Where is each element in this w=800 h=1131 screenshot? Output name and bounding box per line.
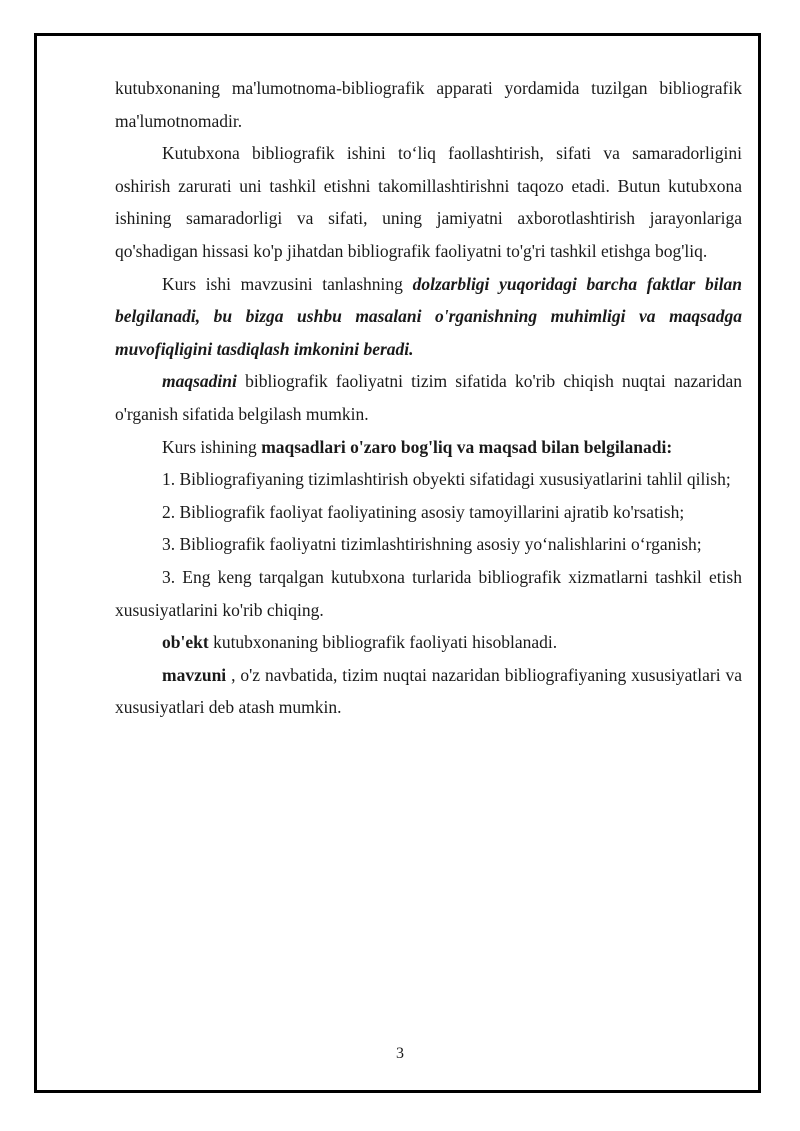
paragraph-6-rest: kutubxonaning bibliografik faoliyati hisoblanadi. (208, 632, 558, 653)
paragraph-6-bold: ob'ekt (162, 632, 209, 653)
paragraph-6 (115, 626, 742, 659)
paragraph-5 (115, 431, 742, 464)
paragraph-5-bold: maqsadlari o'zaro bog'liq va maqsad bilan belgilanadi: (261, 436, 673, 457)
paragraph-2: Kutubxona bibliografik ishini to‘liq faollashtirish, sifati va samaradorligini oshirish zarurati uni tashkil etishni takomillashtirishni taqozo etadi. Butun kutubxona ishining samaradorligi va sifati, uning jamiyatni axborotlashtirish jarayonlariga qo'shadigan hissasi ko'p jihatdan bibliografik faoliyatni to'g'ri tashkil etishga bog'liq. (115, 143, 742, 261)
paragraph-7-rest: , o'z navbatida, tizim nuqtai nazaridan bibliografiyaning xususiyatlari va xususiyatlari deb atash mumkin. (115, 664, 742, 718)
paragraph-4-emphasis: maqsadini (162, 371, 237, 392)
list-item: 3. Eng keng tarqalgan kutubxona turlarida bibliografik xizmatlarni tashkil etish xususiyatlarini ko'rib chiqing. (115, 566, 742, 620)
paragraph-3 (115, 268, 742, 366)
paragraph-3-emphasis: dolzarbligi yuqoridagi barcha faktlar bilan belgilanadi, bu bizga ushbu masalani o'rganishning muhimligi va maqsadga muvofiqligini tasdiqlash imkonini beradi. (115, 273, 742, 359)
document-body (115, 72, 742, 724)
paragraph-4-rest: bibliografik faoliyatni tizim sifatida ko'rib chiqish nuqtai nazaridan o'rganish sifatida belgilash mumkin. (115, 371, 742, 424)
paragraph-7-bold: mavzuni (162, 664, 227, 685)
list-item: 2. Bibliografik faoliyat faoliyatining asosiy tamoyillarini ajratib ko'rsatish; (162, 501, 685, 522)
list-item: 3. Bibliografik faoliyatni tizimlashtirishning asosiy yo‘nalishlarini o‘rganish; (162, 534, 702, 555)
list-item: 1. Bibliografiyaning tizimlashtirish obyekti sifatidagi xususiyatlarini tahlil qilish; (162, 469, 731, 490)
page-number: 3 (396, 1045, 404, 1062)
paragraph-3-lead: Kurs ishi mavzusini tanlashning (162, 273, 413, 294)
paragraph-7 (115, 659, 742, 724)
paragraph-1: kutubxonaning ma'lumotnoma-bibliografik apparati yordamida tuzilgan bibliografik ma'lumotnomadir. (115, 78, 742, 131)
paragraph-5-lead: Kurs ishining (162, 436, 262, 457)
paragraph-4 (115, 365, 742, 430)
